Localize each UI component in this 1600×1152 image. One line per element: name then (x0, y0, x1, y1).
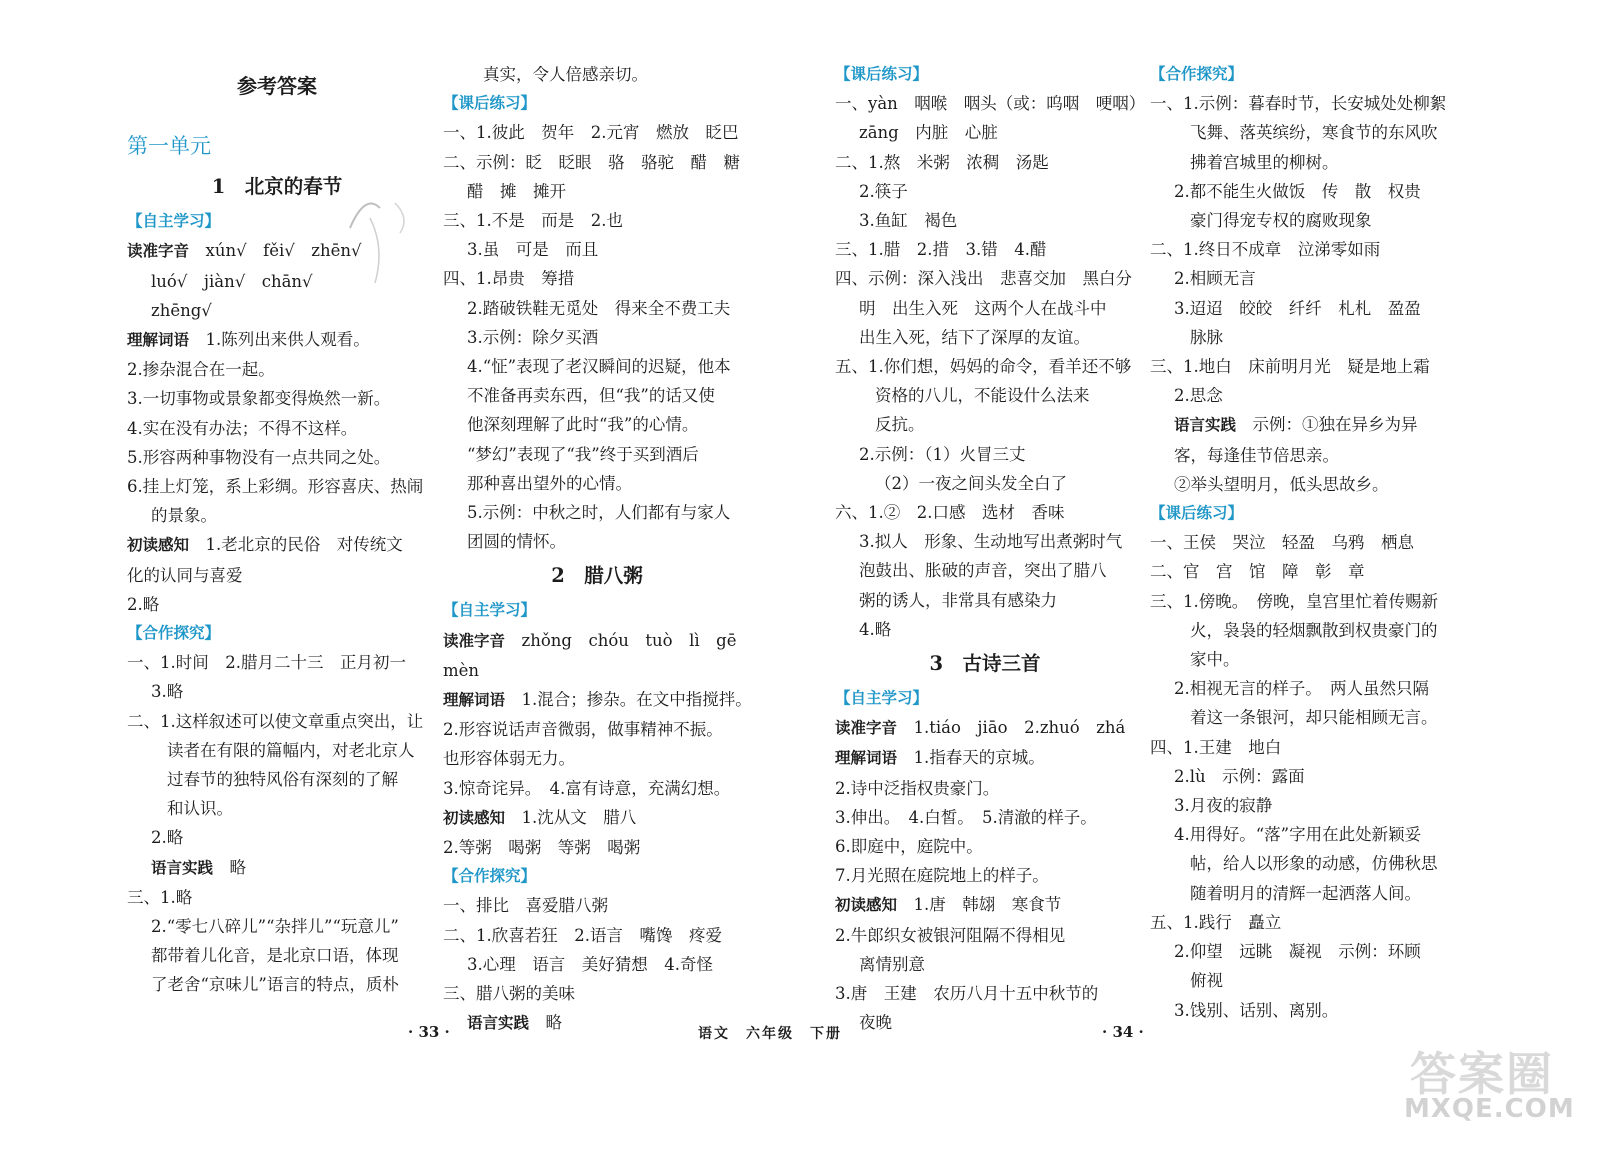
unit-title: 第一单元 (127, 134, 211, 159)
answer-text: 略 (529, 1013, 563, 1033)
footer-label: 语文 六年级 下册 (698, 1026, 842, 1042)
answer-line: “梦幻”表现了“我”终于买到酒后 (467, 444, 699, 464)
answer-line: ②举头望明月，低头思故乡。 (1174, 474, 1389, 494)
answer-line: 3.心理 语言 美好猜想 4.奇怪 (467, 954, 713, 974)
section-heading: 【自主学习】 (835, 689, 929, 708)
answer-line: 二、示例：眨 眨眼 骆 骆驼 醋 糖 (443, 152, 740, 172)
answer-text: 1.指春天的京城。 (897, 748, 1045, 768)
answer-line: 4.用得好。“落”字用在此处新颖妥 (1174, 825, 1422, 845)
answer-line: 2.筷子 (859, 181, 908, 201)
answer-line (127, 530, 427, 560)
answer-line: 2.lù 示例：露面 (1174, 766, 1305, 786)
answer-line: 6.挂上灯笼，系上彩绸。形容喜庆、热闹 (127, 477, 424, 497)
answer-line: 拂着宫城里的柳树。 (1190, 152, 1339, 172)
answer-line: 三、1.略 (127, 887, 193, 907)
answer-line: 粥的诱人，非常具有感染力 (859, 590, 1057, 610)
answer-text: 略 (213, 857, 247, 877)
answer-line: 六、1.② 2.口感 选材 香味 (835, 503, 1065, 523)
answer-line: 4.实在没有办法；不得不这样。 (127, 418, 358, 438)
answer-line: 二、1.欣喜若狂 2.语言 嘴馋 疼爱 (443, 925, 722, 945)
answer-label: 读准字音 (443, 631, 506, 650)
answer-line: 五、1.你们想，妈妈的命令，看羊还不够 (835, 357, 1132, 377)
watermark-logo (1396, 1038, 1576, 1122)
answer-line: zāng 内脏 心脏 (859, 123, 998, 143)
answer-line: 2.相顾无言 (1174, 269, 1256, 289)
answer-line: mèn (443, 660, 480, 680)
answer-line (835, 713, 1135, 743)
column-body (443, 60, 751, 1039)
answer-line: 着这一条银河，却只能相顾无言。 (1190, 708, 1438, 728)
page-number-left: · 33 · (408, 1023, 450, 1041)
answer-line: 2.“零七八碎儿”“杂拌儿”“玩意儿” (151, 917, 399, 937)
answer-line: 一、1.彼此 贺年 2.元宵 燃放 眨巴 (443, 123, 739, 143)
answer-line: 3.迢迢 皎皎 纤纤 札札 盈盈 (1174, 298, 1421, 318)
answer-line (1150, 410, 1450, 440)
answer-line: 4.略 (859, 619, 892, 639)
answer-line: 火，袅袅的轻烟飘散到权贵豪门的 (1190, 620, 1438, 640)
answer-line: 2.牛郎织女被银河阻隔不得相见 (835, 925, 1066, 945)
answer-line: 2.仰望 远眺 凝视 示例：环顾 (1174, 942, 1421, 962)
answer-line: 5.形容两种事物没有一点共同之处。 (127, 447, 391, 467)
answer-line: 和认识。 (167, 799, 233, 819)
answer-line: 化的认同与喜爱 (127, 565, 243, 585)
answer-line: 3.伸出。 4.白皙。 5.清澈的样子。 (835, 807, 1097, 827)
answer-text: zhǒng chóu tuò lì gē (505, 630, 737, 650)
answer-line: 一、yàn 咽喉 咽头（或：呜咽 哽咽） (835, 94, 1146, 114)
answer-line: 一、1.示例：暮春时节，长安城处处柳絮 (1150, 94, 1447, 114)
answer-label: 理解词语 (127, 331, 190, 350)
answer-line: 三、1.地白 床前明月光 疑是地上霜 (1150, 357, 1430, 377)
answer-line: 家中。 (1190, 650, 1240, 670)
answer-text: 1.沈从文 腊八 (505, 807, 637, 827)
answer-label: 语言实践 (467, 1014, 530, 1033)
answer-line: 读者在有限的篇幅内，对老北京人 (167, 740, 415, 760)
answer-line (127, 325, 427, 355)
answer-line: 2.思念 (1174, 386, 1223, 406)
answer-line (443, 803, 751, 833)
answer-line: 四、1.王建 地白 (1150, 737, 1282, 757)
answer-line: 3.鱼缸 褐色 (859, 211, 958, 231)
column-4 (1150, 60, 1450, 1025)
answer-line: 一、1.时间 2.腊月二十三 正月初一 (127, 653, 406, 673)
section-heading: 【课后练习】 (443, 94, 537, 113)
watermark-bottom-text: MXQE.COM (1404, 1094, 1575, 1124)
answer-line: 脉脉 (1190, 327, 1223, 347)
answer-line: 醋 摊 摊开 (467, 181, 566, 201)
answer-line: 二、1.这样叙述可以使文章重点突出，让 (127, 711, 424, 731)
answer-line: 2.示例：（1）火冒三丈 (859, 444, 1026, 464)
pencil-mark-scribble (340, 188, 450, 308)
section-heading: 【课后练习】 (835, 65, 929, 83)
section-heading: 【合作探究】 (1150, 65, 1244, 83)
answer-text: xún√ fěi√ zhēn√ (189, 241, 362, 261)
answer-line: 2.形容说话声音微弱，做事精神不振。 (443, 720, 723, 740)
answer-text: 1.陈列出来供人观看。 (189, 330, 370, 350)
answer-label: 初读感知 (127, 536, 190, 555)
lesson-title: 3 古诗三首 (929, 652, 1041, 676)
answer-line: 都带着儿化音，是北京口语，体现 (151, 946, 399, 966)
answer-line: 过春节的独特风俗有深刻的了解 (167, 770, 398, 790)
section-heading: 【自主学习】 (127, 212, 221, 231)
page-number-right: · 34 · (1102, 1023, 1144, 1041)
answer-line: 帖，给人以形象的动感，仿佛秋思 (1190, 854, 1438, 874)
answer-line: 他深刻理解了此时“我”的心情。 (467, 415, 699, 435)
answer-line: 一、排比 喜爱腊八粥 (443, 896, 608, 916)
answer-line (835, 743, 1135, 773)
answer-line: 三、1.腊 2.措 3.错 4.醋 (835, 240, 1047, 260)
answer-line: （2）一夜之间头发全白了 (875, 473, 1067, 493)
answer-line: 2.诗中泛指权贵豪门。 (835, 778, 1000, 798)
answer-line: 2.等粥 喝粥 等粥 喝粥 (443, 838, 641, 858)
answer-line: 三、1.不是 而是 2.也 (443, 211, 623, 231)
column-3 (835, 60, 1146, 1038)
section-heading: 【合作探究】 (127, 624, 221, 643)
answer-line: 也形容体弱无力。 (443, 749, 575, 769)
answer-line: 2.略 (127, 594, 160, 614)
answer-line: 的景象。 (151, 506, 217, 526)
answer-line: 出生入死，结下了深厚的友谊。 (859, 327, 1090, 347)
answer-line: 泡鼓出、胀破的声音，突出了腊八 (859, 561, 1107, 581)
answer-label: 读准字音 (127, 242, 190, 261)
column-body (1150, 60, 1450, 1025)
lesson-title: 1 北京的春节 (211, 175, 343, 199)
answer-line: 五、1.践行 矗立 (1150, 912, 1282, 932)
answer-line: 6.即庭中，庭院中。 (835, 837, 983, 857)
answer-line: 飞舞、落英缤纷，寒食节的东风吹 (1190, 123, 1438, 143)
answer-line: 3.饯别、话别、离别。 (1174, 1000, 1339, 1020)
answer-line: 三、腊八粥的美味 (443, 984, 575, 1004)
answer-text: 1.唐 韩翃 寒食节 (897, 895, 1062, 915)
section-heading: 【自主学习】 (443, 601, 537, 620)
answer-line: 3.惊奇诧异。 4.富有诗意，充满幻想。 (443, 778, 731, 798)
answer-line: 3.拟人 形象、生动地写出煮粥时气 (859, 532, 1123, 552)
answer-line: 豪门得宠专权的腐败现象 (1190, 211, 1372, 231)
answer-label: 语言实践 (151, 858, 214, 877)
answer-line: 一、王侯 哭泣 轻盈 乌鸦 栖息 (1150, 533, 1414, 553)
answer-line: 二、官 宫 馆 障 彰 章 (1150, 562, 1365, 582)
main-title: 参考答案 (237, 74, 317, 98)
answer-line: 二、1.终日不成章 泣涕零如雨 (1150, 240, 1381, 260)
answer-label: 读准字音 (835, 719, 898, 738)
answer-line (835, 890, 1135, 920)
answer-line: 俯视 (1190, 971, 1223, 991)
answer-label: 初读感知 (835, 896, 898, 915)
answer-line (443, 626, 751, 656)
answer-text: 1.混合；掺杂。在文中指搅拌。 (505, 690, 752, 710)
answer-line: 那种喜出望外的心情。 (467, 473, 632, 493)
answer-line: 2.踏破铁鞋无觅处 得来全不费工夫 (467, 298, 731, 318)
lesson-title: 2 腊八粥 (551, 564, 643, 588)
answer-line: 5.示例：中秋之时，人们都有与家人 (467, 503, 731, 523)
answer-line: 3.月夜的寂静 (1174, 796, 1273, 816)
answer-line: 离情别意 (859, 954, 925, 974)
answer-label: 初读感知 (443, 808, 506, 827)
answer-line: 7.月光照在庭院地上的样子。 (835, 866, 1049, 886)
answer-line (127, 853, 427, 883)
answer-line: zhēng√ (151, 300, 212, 320)
answer-line: 四、示例：深入浅出 悲喜交加 黑白分 (835, 269, 1132, 289)
section-heading: 【课后练习】 (1150, 504, 1244, 523)
answer-line: 二、1.熬 米粥 浓稠 汤匙 (835, 152, 1049, 172)
answer-line: 2.都不能生火做饭 传 散 权贵 (1174, 181, 1421, 201)
answer-line: 团圆的情怀。 (467, 532, 566, 552)
answer-line: 三、1.傍晚。 傍晚，皇宫里忙着传赐新 (1150, 591, 1438, 611)
answer-line (443, 685, 751, 715)
answer-line: 4.“怔”表现了老汉瞬间的迟疑，他本 (467, 357, 731, 377)
answer-line: 资格的八儿，不能设什么法来 (875, 386, 1090, 406)
answer-line: 3.唐 王建 农历八月十五中秋节的 (835, 984, 1099, 1004)
answer-line: 真实，令人倍感亲切。 (483, 65, 648, 84)
column-2 (443, 60, 751, 1039)
answer-line: 反抗。 (875, 415, 925, 435)
answer-line: 3.一切事物或景象都变得焕然一新。 (127, 389, 391, 409)
answer-text: 1.tiáo jiāo 2.zhuó zhá (897, 718, 1126, 738)
watermark-top-text: 答案圈 (1410, 1047, 1554, 1101)
answer-line: 3.示例：除夕买酒 (467, 327, 599, 347)
answer-line: 3.虽 可是 而且 (467, 240, 599, 260)
column-body (835, 60, 1146, 1038)
answer-text: 示例：①独在异乡为异 (1236, 415, 1418, 435)
answer-line: 3.略 (151, 682, 184, 702)
answer-line: 不准备再卖东西，但“我”的话又使 (467, 386, 715, 406)
answer-line: 2.掺杂混合在一起。 (127, 360, 275, 380)
answer-label: 理解词语 (443, 691, 506, 710)
answer-label: 理解词语 (835, 749, 898, 768)
answer-line: 四、1.昂贵 筹措 (443, 269, 575, 289)
answer-line: 2.相视无言的样子。 两人虽然只隔 (1174, 679, 1429, 699)
answer-line: 明 出生入死 这两个人在战斗中 (859, 298, 1107, 318)
answer-line: 夜晚 (859, 1013, 892, 1033)
answer-line: 客，每逢佳节倍思亲。 (1174, 445, 1339, 465)
answer-line: luó√ jiàn√ chān√ (151, 271, 313, 291)
section-heading: 【合作探究】 (443, 867, 537, 886)
answer-line: 随着明月的清辉一起洒落人间。 (1190, 883, 1421, 903)
answer-line: 了老舍“京味儿”语言的特点，质朴 (151, 975, 399, 995)
answer-text: 1.老北京的民俗 对传统文 (189, 535, 403, 555)
answer-line: 2.略 (151, 828, 184, 848)
answer-label: 语言实践 (1174, 416, 1237, 435)
